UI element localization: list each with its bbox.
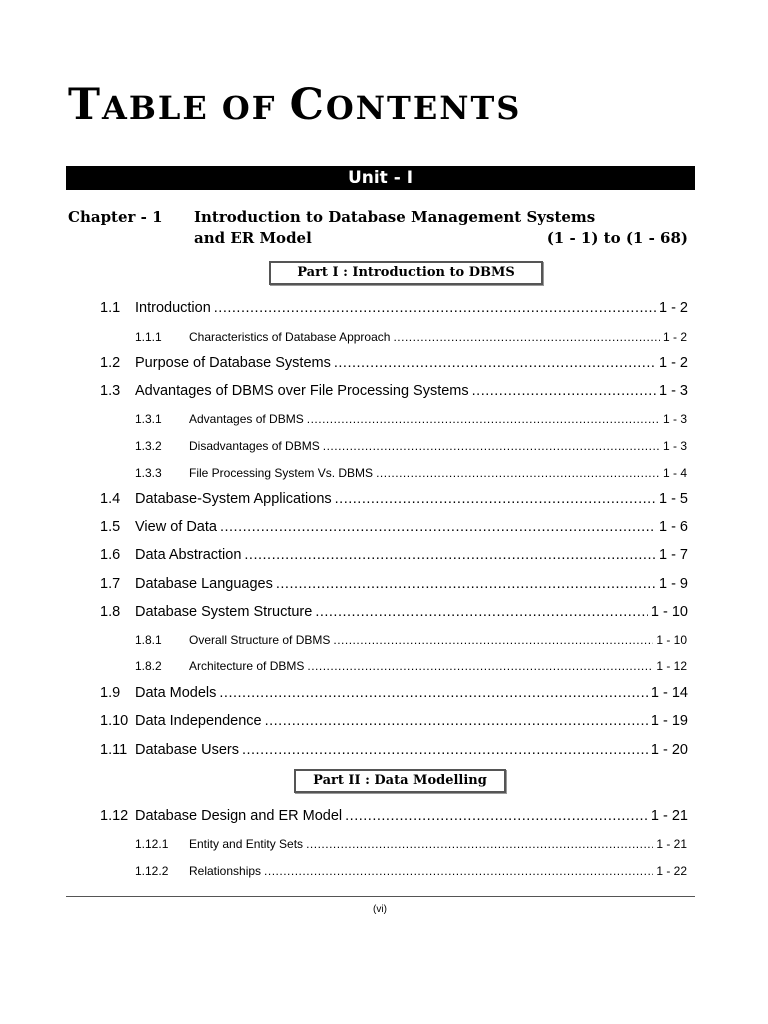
entry-page: 1 - 9	[658, 576, 688, 592]
toc-entry[interactable]	[100, 685, 688, 701]
dot-leader	[323, 439, 660, 453]
entry-label: Characteristics of Database Approach	[189, 330, 391, 344]
dot-leader	[307, 412, 660, 426]
toc-entry[interactable]	[100, 713, 688, 729]
dot-leader	[244, 547, 656, 563]
entry-label: Architecture of DBMS	[189, 659, 305, 673]
entry-label: Database System Structure	[135, 604, 313, 620]
title-rest-1: ABLE OF	[102, 89, 290, 127]
dot-leader	[334, 355, 656, 371]
unit-banner: Unit - I	[66, 166, 695, 190]
entry-page: 1 - 3	[662, 439, 687, 453]
entry-label: View of Data	[135, 519, 217, 535]
toc-subentry[interactable]	[135, 659, 687, 673]
entry-label: Database-System Applications	[135, 491, 332, 507]
entry-number: 1.3.1	[135, 412, 162, 426]
entry-page: 1 - 6	[658, 519, 688, 535]
dot-leader	[214, 300, 656, 316]
toc-subentry[interactable]	[135, 412, 687, 426]
entry-number: 1.12	[100, 808, 129, 824]
dot-leader	[307, 659, 653, 673]
entry-number: 1.9	[100, 685, 121, 701]
entry-number: 1.8.2	[135, 659, 162, 673]
entry-page: 1 - 22	[656, 864, 687, 878]
toc-entry[interactable]	[100, 355, 688, 371]
page-title	[68, 80, 522, 130]
chapter-label: Chapter - 1	[68, 208, 163, 226]
entry-number: 1.3.2	[135, 439, 162, 453]
toc-entry[interactable]	[100, 576, 688, 592]
entry-page: 1 - 2	[662, 330, 687, 344]
entry-page: 1 - 14	[650, 685, 688, 701]
entry-label: Entity and Entity Sets	[189, 837, 304, 851]
entry-number: 1.6	[100, 547, 121, 563]
dot-leader	[306, 837, 653, 851]
entry-label: Overall Structure of DBMS	[189, 633, 331, 647]
dot-leader	[472, 383, 656, 399]
dot-leader	[276, 576, 656, 592]
dot-leader	[265, 713, 648, 729]
chapter-title-line1: Introduction to Database Management Systems	[194, 208, 596, 226]
toc-entry[interactable]	[100, 742, 688, 758]
entry-number: 1.10	[100, 713, 129, 729]
entry-number: 1.12.1	[135, 837, 169, 851]
toc-subentry[interactable]	[135, 837, 687, 851]
entry-label: Disadvantages of DBMS	[189, 439, 320, 453]
toc-subentry[interactable]	[135, 466, 687, 480]
entry-page: 1 - 20	[650, 742, 688, 758]
entry-page: 1 - 21	[650, 808, 688, 824]
entry-number: 1.3.3	[135, 466, 162, 480]
entry-number: 1.5	[100, 519, 121, 535]
toc-entry[interactable]	[100, 383, 688, 399]
entry-number: 1.8	[100, 604, 121, 620]
entry-page: 1 - 12	[656, 659, 687, 673]
toc-entry[interactable]	[100, 808, 688, 824]
entry-page: 1 - 19	[650, 713, 688, 729]
entry-label: Database Languages	[135, 576, 273, 592]
dot-leader	[315, 604, 648, 620]
dot-leader	[393, 330, 660, 344]
entry-label: Data Abstraction	[135, 547, 242, 563]
entry-label: Advantages of DBMS over File Processing Systems	[135, 383, 469, 399]
toc-subentry[interactable]	[135, 633, 687, 647]
dot-leader	[376, 466, 660, 480]
entry-page: 1 - 7	[658, 547, 688, 563]
page-number: (vi)	[373, 904, 387, 915]
entry-page: 1 - 3	[662, 412, 687, 426]
chapter-page-range: (1 - 1) to (1 - 68)	[546, 229, 688, 247]
entry-page: 1 - 10	[656, 633, 687, 647]
entry-label: Introduction	[135, 300, 211, 316]
entry-label: File Processing System Vs. DBMS	[189, 466, 374, 480]
dot-leader	[220, 519, 656, 535]
entry-label: Data Models	[135, 685, 217, 701]
dot-leader	[242, 742, 648, 758]
dot-leader	[219, 685, 648, 701]
title-rest-2: ONTENTS	[325, 89, 522, 127]
toc-subentry[interactable]	[135, 864, 687, 878]
entry-number: 1.12.2	[135, 864, 169, 878]
dot-leader	[333, 633, 653, 647]
entry-number: 1.3	[100, 383, 121, 399]
entry-page: 1 - 5	[658, 491, 688, 507]
entry-label: Database Design and ER Model	[135, 808, 343, 824]
entry-label: Data Independence	[135, 713, 262, 729]
footer-divider	[66, 896, 695, 897]
entry-number: 1.2	[100, 355, 121, 371]
toc-subentry[interactable]	[135, 439, 687, 453]
part-heading-2: Part II : Data Modelling	[294, 769, 506, 793]
dot-leader	[264, 864, 653, 878]
part-heading-1: Part I : Introduction to DBMS	[269, 261, 543, 285]
entry-page: 1 - 4	[662, 466, 687, 480]
toc-entry[interactable]	[100, 491, 688, 507]
entry-label: Database Users	[135, 742, 239, 758]
chapter-title-line2: and ER Model	[194, 229, 312, 247]
entry-page: 1 - 2	[658, 300, 688, 316]
entry-page: 1 - 2	[658, 355, 688, 371]
dot-leader	[335, 491, 656, 507]
entry-number: 1.7	[100, 576, 121, 592]
toc-entry[interactable]	[100, 604, 688, 620]
entry-number: 1.8.1	[135, 633, 162, 647]
toc-entry[interactable]	[100, 547, 688, 563]
dot-leader	[345, 808, 648, 824]
entry-page: 1 - 3	[658, 383, 688, 399]
toc-subentry[interactable]	[135, 330, 687, 344]
entry-label: Relationships	[189, 864, 262, 878]
entry-number: 1.4	[100, 491, 121, 507]
entry-label: Purpose of Database Systems	[135, 355, 331, 371]
entry-number: 1.1.1	[135, 330, 162, 344]
entry-number: 1.11	[100, 742, 128, 758]
entry-page: 1 - 10	[650, 604, 688, 620]
toc-entry[interactable]	[100, 300, 688, 316]
entry-page: 1 - 21	[656, 837, 687, 851]
title-initial-t: T	[68, 80, 102, 130]
title-initial-c: C	[289, 80, 326, 130]
entry-number: 1.1	[100, 300, 121, 316]
chapter-title-line2-row	[194, 229, 688, 247]
toc-entry[interactable]	[100, 519, 688, 535]
entry-label: Advantages of DBMS	[189, 412, 304, 426]
